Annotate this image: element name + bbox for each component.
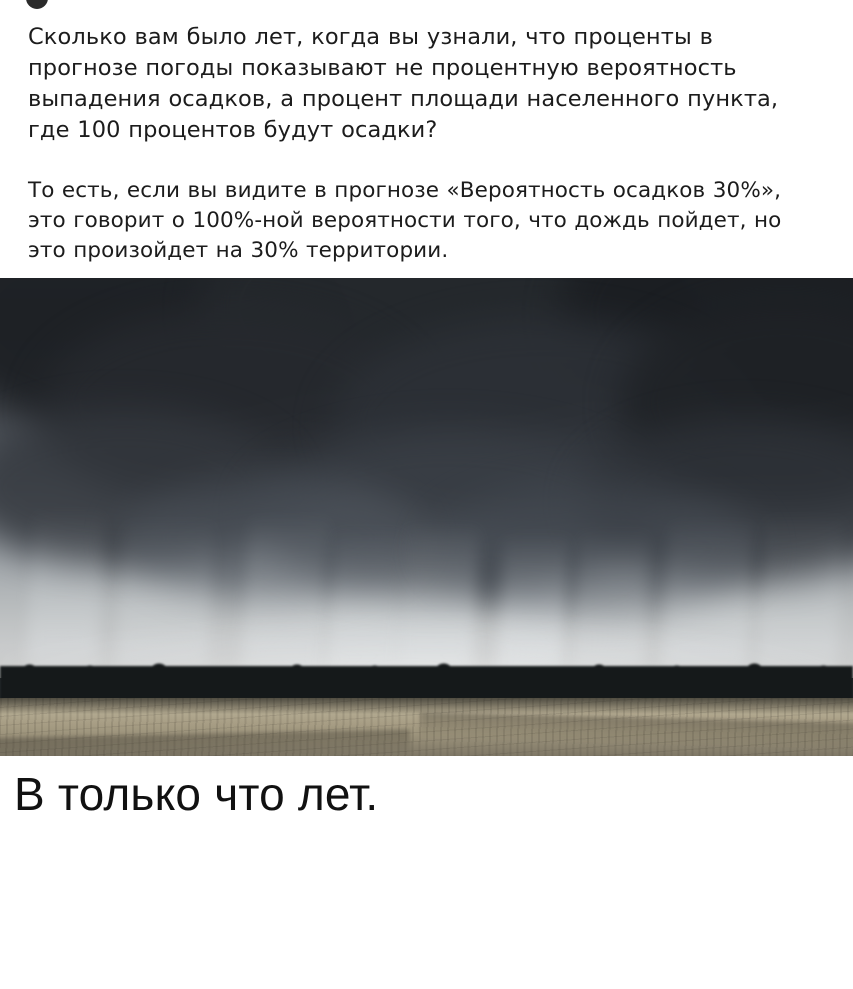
caption-text: В только что лет. — [14, 768, 379, 820]
post-paragraph-explanation: То есть, если вы видите в прогнозе «Вероятность осадков 30%», это говорит о 100%-ной вероятности того, что дождь пойдет, но это произойдет на 30% территории. — [28, 178, 782, 263]
treeline — [0, 666, 853, 700]
storm-photo-canvas — [0, 278, 853, 756]
storm-photo — [0, 278, 853, 756]
post-text-block — [0, 0, 853, 266]
post-paragraph-question: Сколько вам было лет, когда вы узнали, что проценты в прогнозе погоды показывают не процентную вероятность выпадения осадков, а процент площади населенного пункта, где 100 процентов будут осадки? — [28, 24, 779, 143]
caption-area — [0, 756, 853, 989]
clipped-avatar-glyph — [26, 0, 52, 9]
